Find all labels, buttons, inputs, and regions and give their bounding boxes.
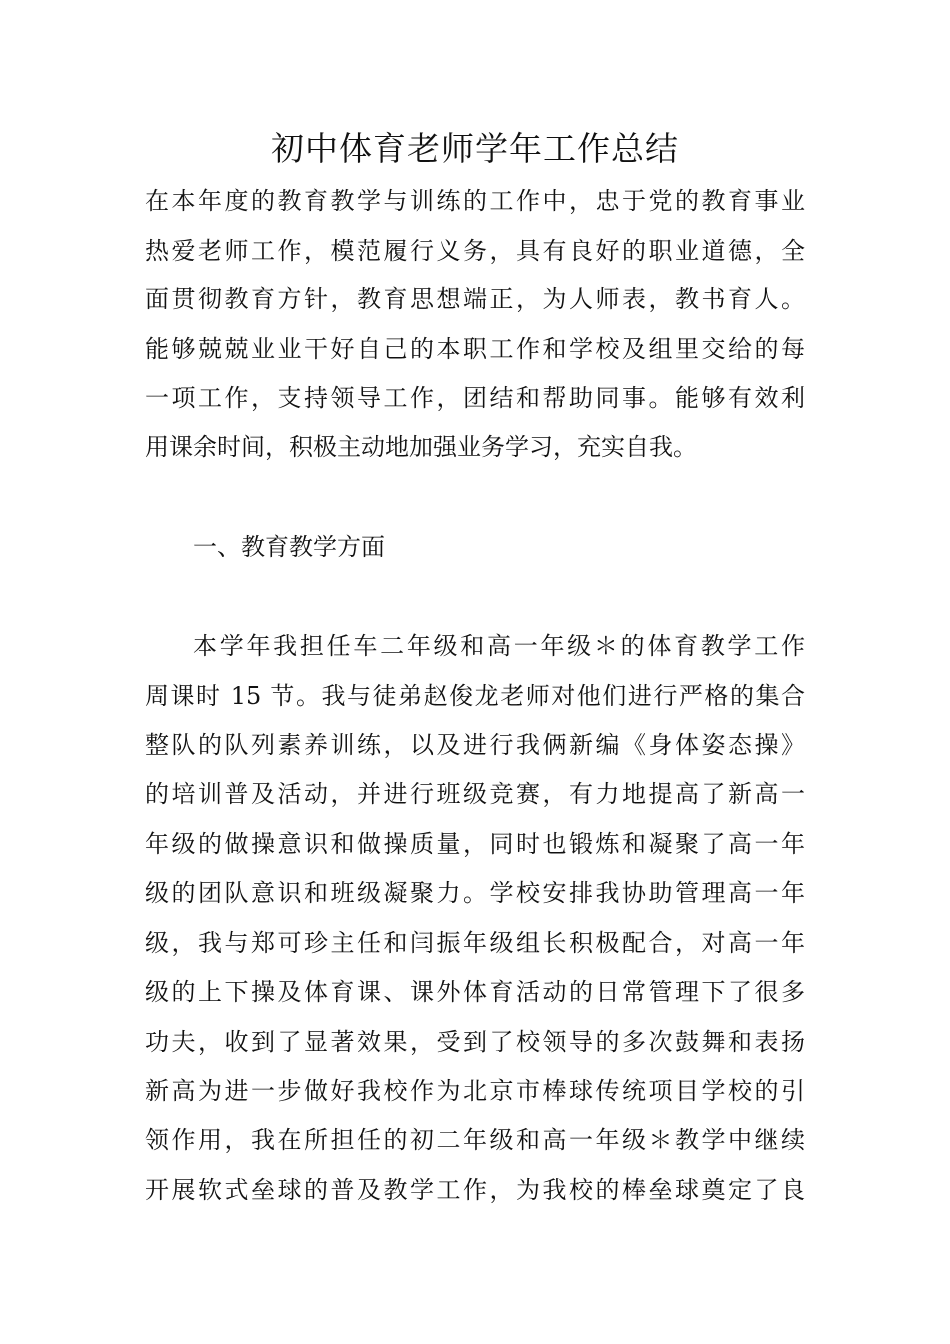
section-line-11: 领作用，我在所担任的初二年级和高一年级＊教学中继续 [145, 1126, 805, 1154]
section-line-12: 开展软式垒球的普及教学工作，为我校的棒垒球奠定了良 [145, 1176, 805, 1204]
intro-line-2: 热爱老师工作，模范履行义务，具有良好的职业道德，全 [145, 237, 805, 265]
section-heading: 一、教育教学方面 [193, 533, 385, 561]
intro-line-5: 一项工作，支持领导工作，团结和帮助同事。能够有效利 [145, 384, 805, 412]
section-line-1: 本学年我担任车二年级和高一年级＊的体育教学工作 [193, 632, 805, 660]
section-line-5: 年级的做操意识和做操质量，同时也锻炼和凝聚了高一年 [145, 830, 805, 858]
section-line-10: 新高为进一步做好我校作为北京市棒球传统项目学校的引 [145, 1077, 805, 1105]
section-line-2: 周课时 15 节。我与徒弟赵俊龙老师对他们进行严格的集合 [145, 682, 805, 710]
intro-line-1: 在本年度的教育教学与训练的工作中，忠于党的教育事业 [145, 187, 805, 215]
section-line-4: 的培训普及活动，并进行班级竞赛，有力地提高了新高一 [145, 780, 805, 808]
section-line-7: 级，我与郑可珍主任和闫振年级组长积极配合，对高一年 [145, 929, 805, 957]
section-line-9: 功夫，收到了显著效果，受到了校领导的多次鼓舞和表扬 [145, 1028, 805, 1056]
section-line-6: 级的团队意识和班级凝聚力。学校安排我协助管理高一年 [145, 879, 805, 907]
document-title: 初中体育老师学年工作总结 [271, 129, 679, 168]
intro-line-4: 能够兢兢业业干好自己的本职工作和学校及组里交给的每 [145, 335, 805, 363]
intro-line-6: 用课余时间，积极主动地加强业务学习，充实自我。 [145, 433, 697, 461]
intro-line-3: 面贯彻教育方针，教育思想端正，为人师表，教书育人。 [145, 285, 805, 313]
section-line-8: 级的上下操及体育课、课外体育活动的日常管理下了很多 [145, 978, 805, 1006]
section-line-3: 整队的队列素养训练，以及进行我俩新编《身体姿态操》 [145, 731, 805, 759]
